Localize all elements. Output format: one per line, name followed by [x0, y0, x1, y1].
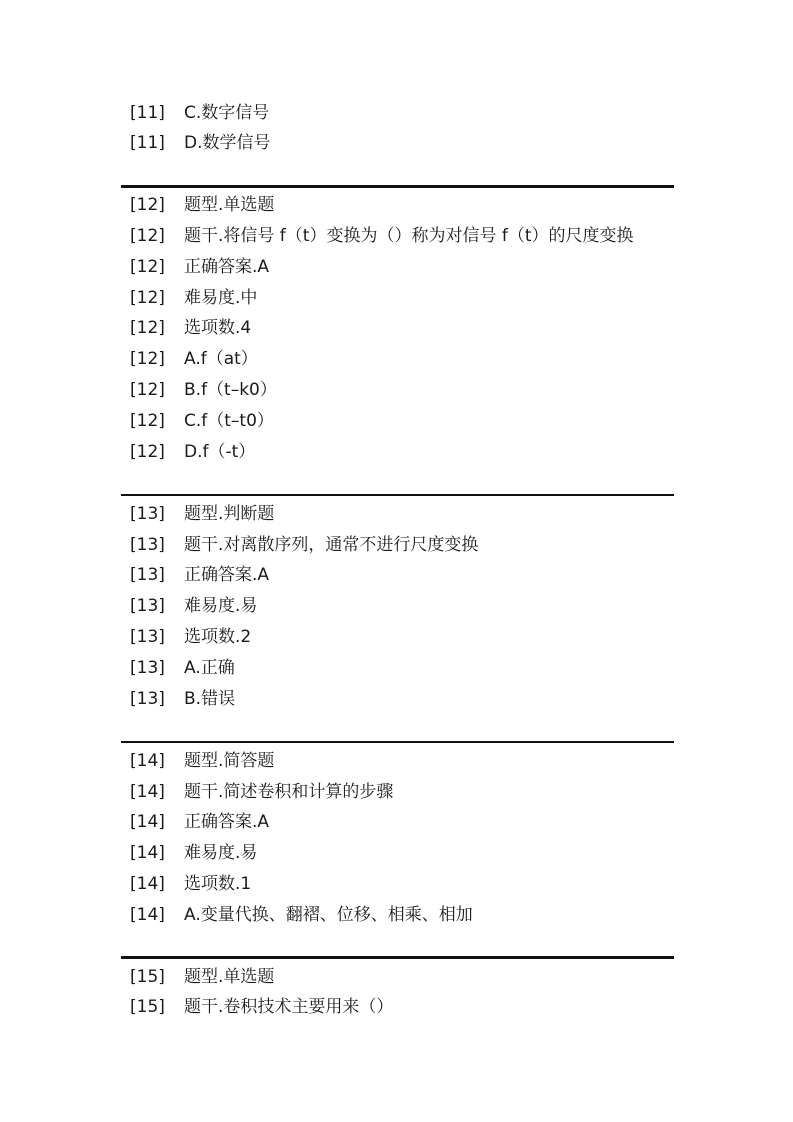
question-number: [11]	[130, 133, 165, 153]
question-number: [14]	[130, 874, 165, 894]
line-text: 选项数.1	[184, 874, 252, 894]
section-divider	[121, 741, 674, 743]
line-text: A.正确	[184, 658, 235, 678]
line-text: 题型.简答题	[184, 751, 275, 771]
question-number: [14]	[130, 751, 165, 771]
question-number: [13]	[130, 504, 165, 524]
question-number: [13]	[130, 689, 165, 709]
question-number: [14]	[130, 905, 165, 925]
section-divider	[121, 494, 674, 496]
section-divider	[121, 956, 674, 959]
question-number: [13]	[130, 627, 165, 647]
line-text: 题干.将信号 f（t）变换为（）称为对信号 f（t）的尺度变换	[184, 226, 634, 246]
line-text: D.数学信号	[184, 133, 271, 153]
question-number: [15]	[130, 997, 165, 1017]
question-number: [12]	[130, 411, 165, 431]
question-number: [12]	[130, 442, 165, 462]
question-number: [14]	[130, 782, 165, 802]
question-number: [12]	[130, 226, 165, 246]
line-text: 题干.简述卷积和计算的步骤	[184, 782, 394, 802]
line-text: 题型.单选题	[184, 195, 275, 215]
line-text: 难易度.易	[184, 843, 258, 863]
line-text: D.f（-t）	[184, 442, 256, 462]
line-text: B.f（t–k0）	[184, 380, 277, 400]
line-text: 题型.判断题	[184, 504, 275, 524]
line-text: 题型.单选题	[184, 967, 275, 987]
question-number: [12]	[130, 380, 165, 400]
line-text: B.错误	[184, 689, 236, 709]
line-text: A.f（at）	[184, 349, 258, 369]
question-number: [15]	[130, 967, 165, 987]
question-number: [11]	[130, 103, 165, 123]
question-number: [13]	[130, 596, 165, 616]
line-text: 难易度.中	[184, 288, 258, 308]
question-number: [13]	[130, 535, 165, 555]
line-text: 正确答案.A	[184, 257, 270, 277]
question-number: [13]	[130, 565, 165, 585]
question-number: [12]	[130, 318, 165, 338]
question-number: [12]	[130, 257, 165, 277]
line-text: 选项数.4	[184, 318, 252, 338]
question-number: [12]	[130, 288, 165, 308]
line-text: 题干.对离散序列，通常不进行尺度变换	[184, 535, 479, 555]
line-text: 难易度.易	[184, 596, 258, 616]
question-number: [12]	[130, 195, 165, 215]
line-text: C.数字信号	[184, 103, 270, 123]
question-number: [14]	[130, 843, 165, 863]
line-text: 选项数.2	[184, 627, 252, 647]
question-number: [14]	[130, 812, 165, 832]
line-text: C.f（t–t0）	[184, 411, 274, 431]
question-number: [12]	[130, 349, 165, 369]
question-number: [13]	[130, 658, 165, 678]
line-text: 正确答案.A	[184, 565, 270, 585]
line-text: 题干.卷积技术主要用来（）	[184, 997, 394, 1017]
line-text: 正确答案.A	[184, 812, 270, 832]
section-divider	[121, 185, 674, 188]
line-text: A.变量代换、翻褶、位移、相乘、相加	[184, 905, 473, 925]
